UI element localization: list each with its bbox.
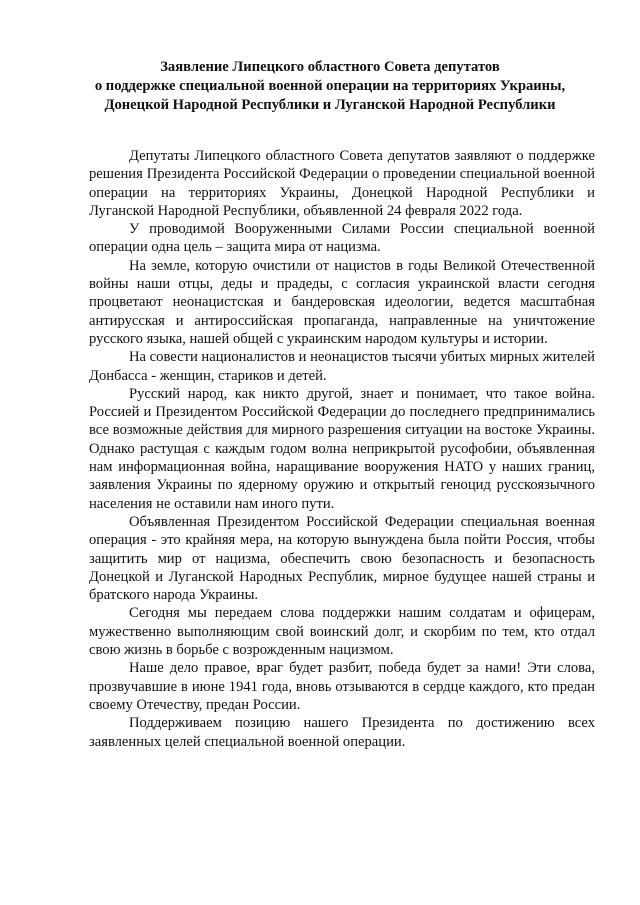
title-line-3: Донецкой Народной Республики и Луганской Народной Республики: [104, 97, 556, 113]
paragraph-3: На земле, которую очистили от нацистов в годы Великой Отечественной войны наши отцы, деды и прадеды, с согласия украинской власти сегодня процветают неонацистская и бандеровская идеологии, ведется масштабная антирусская и антироссийская пропаганда, направленные на уничтожение русского языка, нашей общей с украинским народом культуры и истории.: [89, 257, 595, 347]
paragraph-7: Сегодня мы передаем слова поддержки нашим солдатам и офицерам, мужественно выполняющим свой воинский долг, и скорбим по тем, кто отдал свою жизнь в борьбе с возрожденным нацизмом.: [89, 605, 595, 659]
document-title: [60, 58, 600, 115]
paragraph-4: На совести националистов и неонацистов тысячи убитых мирных жителей Донбасса - женщин, стариков и детей.: [89, 349, 595, 384]
title-line-1: Заявление Липецкого областного Совета депутатов: [160, 59, 500, 75]
paragraph-2: У проводимой Вооруженными Силами России специальной военной операции одна цель – защита мира от нацизма.: [89, 221, 595, 256]
title-line-2: о поддержке специальной военной операции на территориях Украины,: [94, 78, 566, 94]
paragraph-9: Поддерживаем позицию нашего Президента по достижению всех заявленных целей специальной военной операции.: [89, 715, 595, 750]
paragraph-6: Объявленная Президентом Российской Федерации специальная военная операция - это крайняя мера, на которую вынуждена была пойти Россия, чтобы защитить мир от нацизма, обеспечить свою безопасность и безопасность Донецкой и Луганской Народных Республик, мирное будущее нашей страны и братского народа Украины.: [89, 513, 595, 604]
paragraph-5: Русский народ, как никто другой, знает и понимает, что такое война. Россией и Президентом Российской Федерации до последнего предпринимались все возможные действия для мирного разрешения ситуации на востоке Украины. Однако растущая с каждым годом волна неприкрытой русофобии, объявленная нам информационная война, наращивание вооружения НАТО у наших границ, заявления Украины по ядерному оружию и открытый геноцид русскоязычного населения не оставили нам иного пути.: [89, 385, 595, 512]
document-body: [89, 147, 595, 751]
paragraph-1: Депутаты Липецкого областного Совета депутатов заявляют о поддержке решения Президента Российской Федерации о проведении специальной военной операции на территориях Украины, Донецкой Народной Республики и Луганской Народной Республики, объявленной 24 февраля 2022 года.: [89, 148, 595, 219]
paragraph-8: Наше дело правое, враг будет разбит, победа будет за нами! Эти слова, прозвучавшие в июне 1941 года, вновь отзываются в сердце каждого, кто предан своему Отечеству, предан России.: [89, 660, 595, 713]
